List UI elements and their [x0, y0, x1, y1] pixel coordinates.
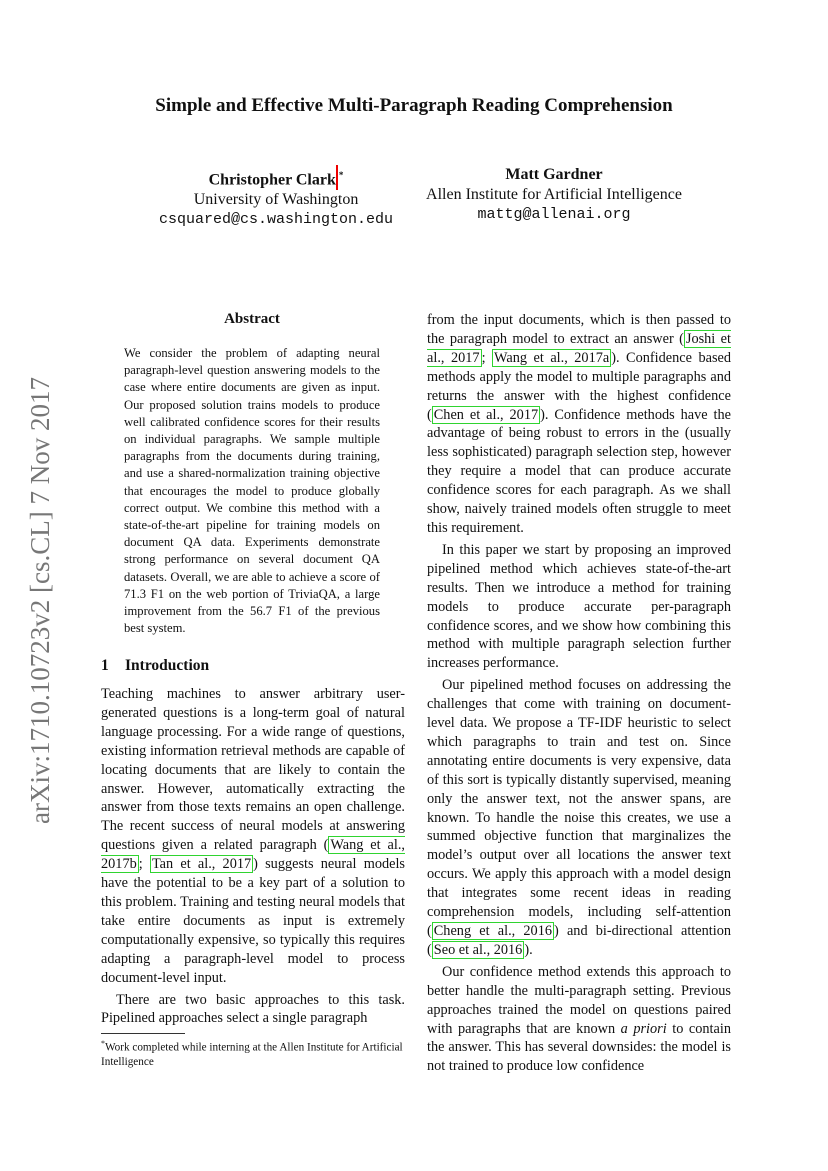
section-number: 1 — [101, 657, 109, 674]
paragraph: Our confidence method extends this approach to better handle the multi-paragraph setting. Previous approaches trained the model on questions paired with paragraphs that are known a priori to contain the answer. This has several downsides: the model is not trained to produce low confidence — [427, 963, 731, 1075]
paragraph: In this paper we start by proposing an improved pipelined method which achieves state-of-the-art results. Then we introduce a method for training models to produce accurate per-paragraph confidence scores, and we show how combining this method with multiple paragraph selection further increases performance. — [427, 541, 731, 672]
citation-link[interactable]: Seo et al., 2016 — [433, 941, 523, 958]
arxiv-identifier-text: arXiv:1710.10723v2 [cs.CL] 7 Nov 2017 — [24, 376, 55, 824]
footnote-marker[interactable]: * — [338, 170, 344, 180]
citation-link[interactable]: Wang et al., 2017b — [101, 837, 405, 873]
author-block-1 — [116, 165, 436, 230]
author-email: csquared@cs.washington.edu — [158, 211, 394, 229]
right-column — [427, 311, 731, 1076]
author-name: Christopher Clark * — [116, 165, 436, 190]
paragraph: There are two basic approaches to this task. Pipelined approaches select a single paragraph — [101, 991, 405, 1027]
abstract-text: We consider the problem of adapting neural paragraph-level question answering models to the case where entire documents are given as input. Our proposed solution trains models to produce well calibrated confidence scores for their results on individual paragraphs. We sample multiple paragraphs from the documents during training, and use a shared-normalization training objective that encourages the model to produce globally correct output. We combine this method with a state-of-the-art pipeline for training models on document QA data. Experiments demonstrate strong performance on several document QA datasets. Overall, we are able to achieve a score of 71.3 F1 on the web portion of TriviaQA, a large improvement from the 56.7 F1 of the previous best system. — [124, 346, 380, 636]
abstract-heading: Abstract — [224, 311, 280, 327]
section-title: Introduction — [125, 657, 210, 674]
citation-link[interactable]: Joshi et al., 2017 — [427, 330, 731, 366]
footnote-mark: * — [101, 1039, 105, 1048]
footnote-divider — [101, 1033, 185, 1034]
footnote-text: Work completed while interning at the Allen Institute for Artificial Intelligence — [101, 1041, 403, 1068]
left-column — [101, 685, 405, 1028]
citation-link[interactable]: Cheng et al., 2016 — [433, 923, 553, 939]
citation-link[interactable]: Tan et al., 2017 — [151, 856, 252, 873]
author-affiliation: University of Washington — [193, 191, 359, 209]
paragraph: from the input documents, which is then passed to the paragraph model to extract an answer ( Joshi et al., 2017 ; Wang et al., 2017a ). Confidence based methods apply the model to multiple paragraphs and returns the answer with the highest confidence ( Chen et al., 2017 ). Confidence methods have the advantage of being robust to errors in the (usually less sophisticated) paragraph selection step, however they require a model that can produce accurate confidence scores for each paragraph. As we shall show, naively trained models often struggle to meet this requirement. — [427, 312, 732, 536]
emphasis: a priori — [620, 1020, 667, 1037]
paper-title: Simple and Effective Multi-Paragraph Reading Comprehension — [155, 95, 673, 116]
citation-link[interactable]: Chen et al., 2017 — [433, 406, 539, 423]
section-heading-introduction — [101, 657, 209, 675]
citation-link[interactable]: Wang et al., 2017a — [494, 349, 610, 366]
author-email: mattg@allenai.org — [477, 206, 631, 223]
footnote — [101, 1037, 405, 1069]
author-block-2 — [394, 165, 714, 225]
author-name: Matt Gardner — [505, 166, 603, 183]
arxiv-identifier — [20, 330, 60, 870]
author-affiliation: Allen Institute for Artificial Intelligence — [426, 186, 682, 203]
paragraph: Teaching machines to answer arbitrary user-generated questions is a long-term goal of natural language processing. For a wide range of questions, existing information retrieval methods are capable of locating documents that are likely to contain the answer. However, automatically extracting the answer from those texts remains an open challenge. The recent success of neural models at answering questions given a related paragraph ( Wang et al., 2017b ; Tan et al., 2017 ) suggests neural models have the potential to be a key part of a solution to this problem. Training and testing neural models that take entire documents as input is extremely computationally expensive, so typically this requires adapting a paragraph-level model to process document-level input. — [101, 686, 405, 986]
paragraph: Our pipelined method focuses on addressing the challenges that come with training on document-level data. We propose a TF-IDF heuristic to select which paragraphs to train and test on. Since annotating entire documents is very expensive, data of this sort is typically distantly supervised, meaning only the answer text, not the answer spans, are known. To handle the noise this creates, we use a summed objective function that marginalizes the model’s output over all locations the answer text occurs. We apply this approach with a model design that integrates some recent ideas in reading comprehension models, including self-attention ( Cheng et al., 2016 ) and bi-directional attention ( Seo et al., 2016 ). — [427, 677, 731, 958]
